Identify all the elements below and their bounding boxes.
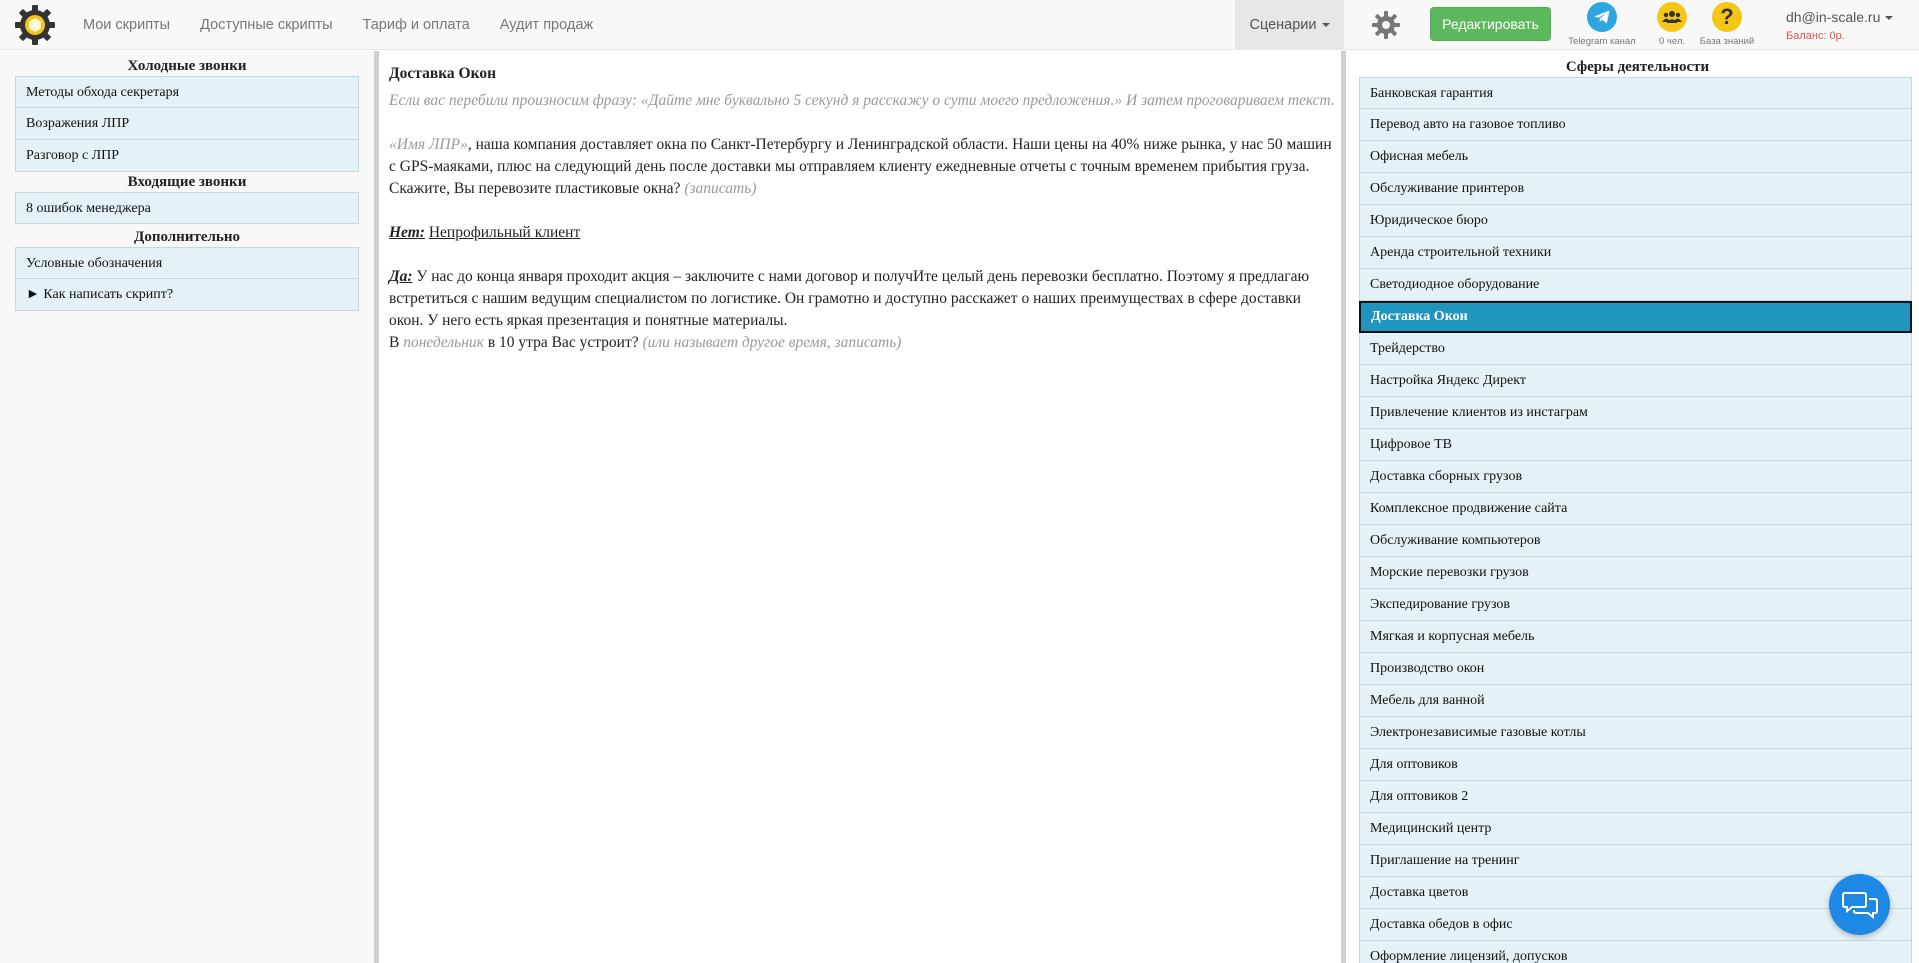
sphere-item[interactable]: Юридическое бюро bbox=[1359, 205, 1912, 237]
spheres-list bbox=[1359, 77, 1912, 963]
menu-item-how-to-write-script[interactable]: ► Как написать скрипт? bbox=[15, 279, 359, 311]
scenarios-dropdown[interactable] bbox=[1235, 0, 1344, 50]
sphere-item[interactable]: Морские перевозки грузов bbox=[1359, 557, 1912, 589]
question-mark-icon: ? bbox=[1712, 2, 1742, 32]
extra-heading: Дополнительно bbox=[134, 229, 240, 245]
sphere-item[interactable]: Аренда строительной техники bbox=[1359, 237, 1912, 269]
pitch-text: , наша компания доставляет окна по Санкт-Петербургу и Ленинградской области. Наши цены на 40% ниже рынка, у нас 50 машин с GPS-маяками, плюс на следующий день после доставки мы отправляем клиенту ежедневные отчеты с точным временем прибытия груза. Скажите, Вы перевозите пластиковые окна? bbox=[389, 136, 1332, 197]
sphere-item[interactable]: Приглашение на тренинг bbox=[1359, 845, 1912, 877]
sphere-item[interactable]: Офисная мебель bbox=[1359, 141, 1912, 173]
pitch-paragraph bbox=[389, 134, 1337, 200]
sphere-item[interactable]: Цифровое ТВ bbox=[1359, 429, 1912, 461]
sphere-item[interactable]: Трейдерство bbox=[1359, 333, 1912, 365]
sphere-item[interactable]: Мягкая и корпусная мебель bbox=[1359, 621, 1912, 653]
logo-gear-icon[interactable] bbox=[14, 4, 56, 46]
sphere-item[interactable]: Доставка обедов в офис bbox=[1359, 909, 1912, 941]
team-users-icon bbox=[1657, 2, 1687, 32]
chevron-down-icon bbox=[1885, 16, 1893, 20]
nav-sales-audit[interactable]: Аудит продаж bbox=[499, 17, 594, 33]
sphere-item[interactable]: Для оптовиков bbox=[1359, 749, 1912, 781]
meeting-question bbox=[389, 332, 1337, 354]
meeting-prefix: В bbox=[389, 334, 404, 351]
incoming-calls-heading: Входящие звонки bbox=[127, 174, 247, 190]
menu-item-lpr-conversation[interactable]: Разговор с ЛПР bbox=[15, 140, 359, 172]
pitch-record-hint: (записать) bbox=[684, 180, 757, 197]
knowledge-base-link[interactable] bbox=[1696, 2, 1758, 48]
menu-item-manager-mistakes[interactable]: 8 ошибок менеджера bbox=[15, 192, 359, 224]
answer-yes-text: У нас до конца января проходит акция – заключите с нами договор и получИте целый день перевозки бесплатно. Поэтому я предлагаю встретиться с нашим ведущим специалистом по логистике. Он грамотно и доступно расскажет о наших преимуществах в сфере доставки окон. У него есть яркая презентация и понятные материалы. bbox=[389, 268, 1310, 329]
answer-yes bbox=[389, 266, 1337, 332]
extra-list bbox=[15, 247, 359, 311]
menu-item-legend[interactable]: Условные обозначения bbox=[15, 247, 359, 279]
user-email: dh@in-scale.ru bbox=[1786, 9, 1881, 25]
script-content bbox=[384, 51, 1341, 963]
team-count-caption: 0 чел. bbox=[1658, 36, 1686, 47]
sphere-item[interactable]: Экспедирование грузов bbox=[1359, 589, 1912, 621]
cold-calls-heading: Холодные звонки bbox=[127, 58, 247, 74]
knowledge-base-caption: База знаний bbox=[1699, 36, 1755, 47]
meeting-day: понедельник bbox=[403, 334, 484, 351]
sphere-item[interactable]: Обслуживание компьютеров bbox=[1359, 525, 1912, 557]
nav-tariff-payment[interactable]: Тариф и оплата bbox=[362, 17, 470, 33]
meeting-text: в 10 утра Вас устроит? bbox=[483, 334, 643, 351]
telegram-icon bbox=[1587, 2, 1617, 32]
interrupt-hint: Если вас перебили произносим фразу: «Дайте мне буквально 5 секунд я расскажу о сути моего предложения.» И затем проговариваем текст. bbox=[389, 92, 1335, 109]
cold-calls-list bbox=[15, 76, 359, 172]
nav-available-scripts[interactable]: Доступные скрипты bbox=[200, 17, 333, 33]
chat-bubbles-icon bbox=[1842, 890, 1878, 920]
sphere-item[interactable]: Электронезависимые газовые котлы bbox=[1359, 717, 1912, 749]
nav-my-scripts[interactable]: Мои скрипты bbox=[83, 17, 171, 33]
answer-no bbox=[389, 222, 1337, 244]
answer-no-label: Нет: bbox=[389, 224, 425, 241]
left-sidebar bbox=[0, 51, 379, 963]
spheres-heading: Сферы деятельности bbox=[1565, 59, 1710, 75]
script-title: Доставка Окон bbox=[389, 65, 497, 82]
scenarios-label: Сценарии bbox=[1249, 17, 1317, 33]
incoming-calls-list bbox=[15, 192, 359, 224]
balance-text: Баланс: 0р. bbox=[1786, 30, 1845, 42]
telegram-caption: Telegram канал bbox=[1568, 36, 1636, 47]
sphere-item[interactable]: Оформление лицензий, допусков bbox=[1359, 941, 1912, 963]
sphere-item[interactable]: Светодиодное оборудование bbox=[1359, 269, 1912, 301]
menu-item-lpr-objections[interactable]: Возражения ЛПР bbox=[15, 108, 359, 140]
chevron-down-icon bbox=[1322, 23, 1330, 27]
meeting-hint: (или называет другое время, записать) bbox=[642, 334, 902, 351]
chat-support-button[interactable] bbox=[1829, 874, 1890, 935]
lpr-name-placeholder: «Имя ЛПР» bbox=[389, 136, 468, 153]
sphere-item[interactable]: Доставка сборных грузов bbox=[1359, 461, 1912, 493]
sphere-item[interactable]: Перевод авто на газовое топливо bbox=[1359, 109, 1912, 141]
sphere-item[interactable]: Мебель для ванной bbox=[1359, 685, 1912, 717]
answer-yes-label: Да: bbox=[389, 268, 413, 285]
team-link[interactable] bbox=[1654, 2, 1690, 48]
nav-links bbox=[68, 0, 608, 50]
sphere-item[interactable]: Для оптовиков 2 bbox=[1359, 781, 1912, 813]
edit-button[interactable]: Редактировать bbox=[1430, 7, 1551, 41]
sphere-item[interactable]: Обслуживание принтеров bbox=[1359, 173, 1912, 205]
menu-item-secretary-bypass[interactable]: Методы обхода секретаря bbox=[15, 76, 359, 108]
sphere-item[interactable]: Медицинский центр bbox=[1359, 813, 1912, 845]
top-navbar bbox=[0, 0, 1919, 50]
sphere-item[interactable]: Настройка Яндекс Директ bbox=[1359, 365, 1912, 397]
answer-no-link[interactable]: Непрофильный клиент bbox=[428, 224, 581, 241]
sphere-item[interactable]: Производство окон bbox=[1359, 653, 1912, 685]
sphere-item[interactable]: Комплексное продвижение сайта bbox=[1359, 493, 1912, 525]
spheres-panel bbox=[1346, 51, 1919, 963]
sphere-item[interactable]: Доставка цветов bbox=[1359, 877, 1912, 909]
sphere-item[interactable]: Привлечение клиентов из инстаграм bbox=[1359, 397, 1912, 429]
sphere-item-active[interactable]: Доставка Окон bbox=[1359, 301, 1912, 333]
sphere-item[interactable]: Банковская гарантия bbox=[1359, 77, 1912, 109]
settings-gear-icon[interactable] bbox=[1371, 10, 1401, 40]
user-account-dropdown[interactable] bbox=[1786, 9, 1893, 25]
telegram-channel-link[interactable] bbox=[1566, 2, 1638, 48]
